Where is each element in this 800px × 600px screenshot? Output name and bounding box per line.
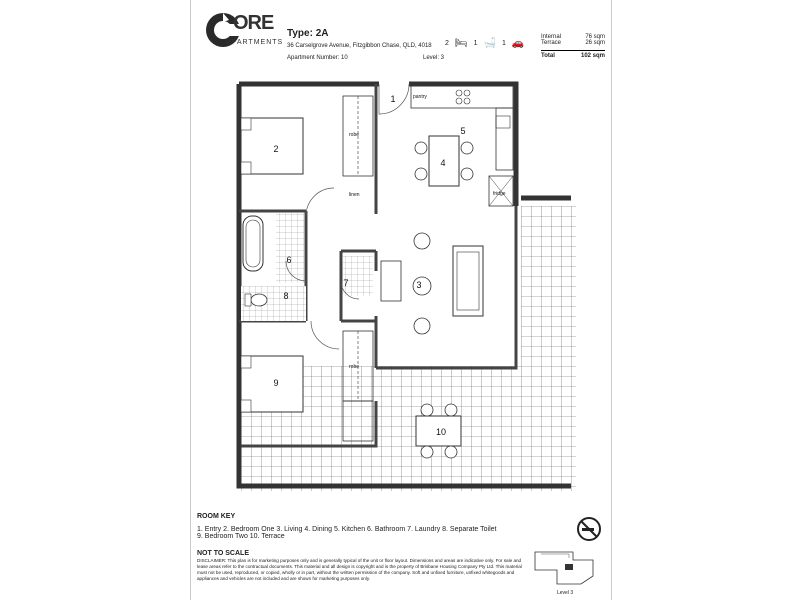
area-table (541, 34, 605, 59)
internal-label: Internal (541, 34, 562, 40)
disclaimer-block (197, 550, 527, 582)
room-label-1: 1 (390, 94, 396, 104)
no-smoking-icon (576, 516, 602, 542)
bath-icon: 🛁 (483, 38, 496, 49)
pantry-label: pantry (413, 94, 427, 100)
room-counts (445, 38, 524, 49)
logo-subtitle: APARTMENTS (226, 39, 284, 46)
room-label-7: 7 (343, 278, 349, 288)
total-value: 102 sqm (580, 53, 605, 59)
fridge-label: fridge (493, 191, 506, 197)
robe-label-2: robe (349, 364, 360, 370)
apartment-type: Type: 2A (287, 28, 329, 39)
floor-plan (231, 76, 581, 496)
car-icon: 🚗 (511, 38, 525, 49)
room-label-3: 3 (416, 280, 422, 290)
room-key-text: 1. Entry 2. Bedroom One 3. Living 4. Dining 5. Kitchen 6. Bathroom 7. Laundry 8. Separate Toilet 9. Bedroom Two 10. Terrace (197, 526, 497, 540)
terrace-label: Terrace (541, 40, 562, 46)
room-label-8: 8 (283, 291, 289, 301)
key-plan (533, 548, 603, 588)
room-key (197, 513, 497, 540)
room-label-5: 5 (460, 126, 466, 136)
apartment-number: Apartment Number: 10 (287, 55, 348, 61)
level: Level: 3 (423, 55, 445, 61)
room-key-title: ROOM KEY (197, 513, 236, 520)
logo-word: ORE (233, 12, 274, 34)
address: 36 Carselgrove Avenue, Fitzgibbon Chase, QLD, 4018 (287, 43, 432, 49)
robe-label-1: robe (349, 132, 360, 138)
key-plan-label: Level 3 (557, 590, 574, 596)
room-label-10: 10 (435, 427, 447, 437)
room-label-4: 4 (440, 158, 446, 168)
bed-count: 2 (445, 40, 449, 47)
bath-count: 1 (473, 40, 478, 47)
linen-label: linen (349, 192, 360, 198)
room-label-9: 9 (273, 378, 279, 388)
internal-value: 76 sqm (585, 34, 605, 40)
terrace-value: 26 sqm (585, 40, 605, 46)
room-label-6: 6 (286, 255, 292, 265)
bed-icon: 🛏 (454, 38, 468, 49)
room-label-2: 2 (273, 144, 279, 154)
total-label: Total (541, 53, 555, 59)
not-to-scale: NOT TO SCALE (197, 550, 249, 557)
disclaimer-text: DISCLAIMER: This plan is for marketing purposes only and is generally typical of the unit or floor layout. Dimensions and areas are indicative only. For sale and lease areas refer to the contractual documents. This material and all design is copyright and is the property of Brisbane Housing Company Pty Ltd. This material must not be used, reproduced, or copied, wholly or in part, without the written permission of the company. Soft and unfixed furniture, unfixed whitegoods and appliances and vehicles are not included and are shown for marketing purposes only. (197, 558, 522, 581)
car-count: 1 (501, 40, 506, 47)
floorplan-sheet (190, 0, 612, 600)
